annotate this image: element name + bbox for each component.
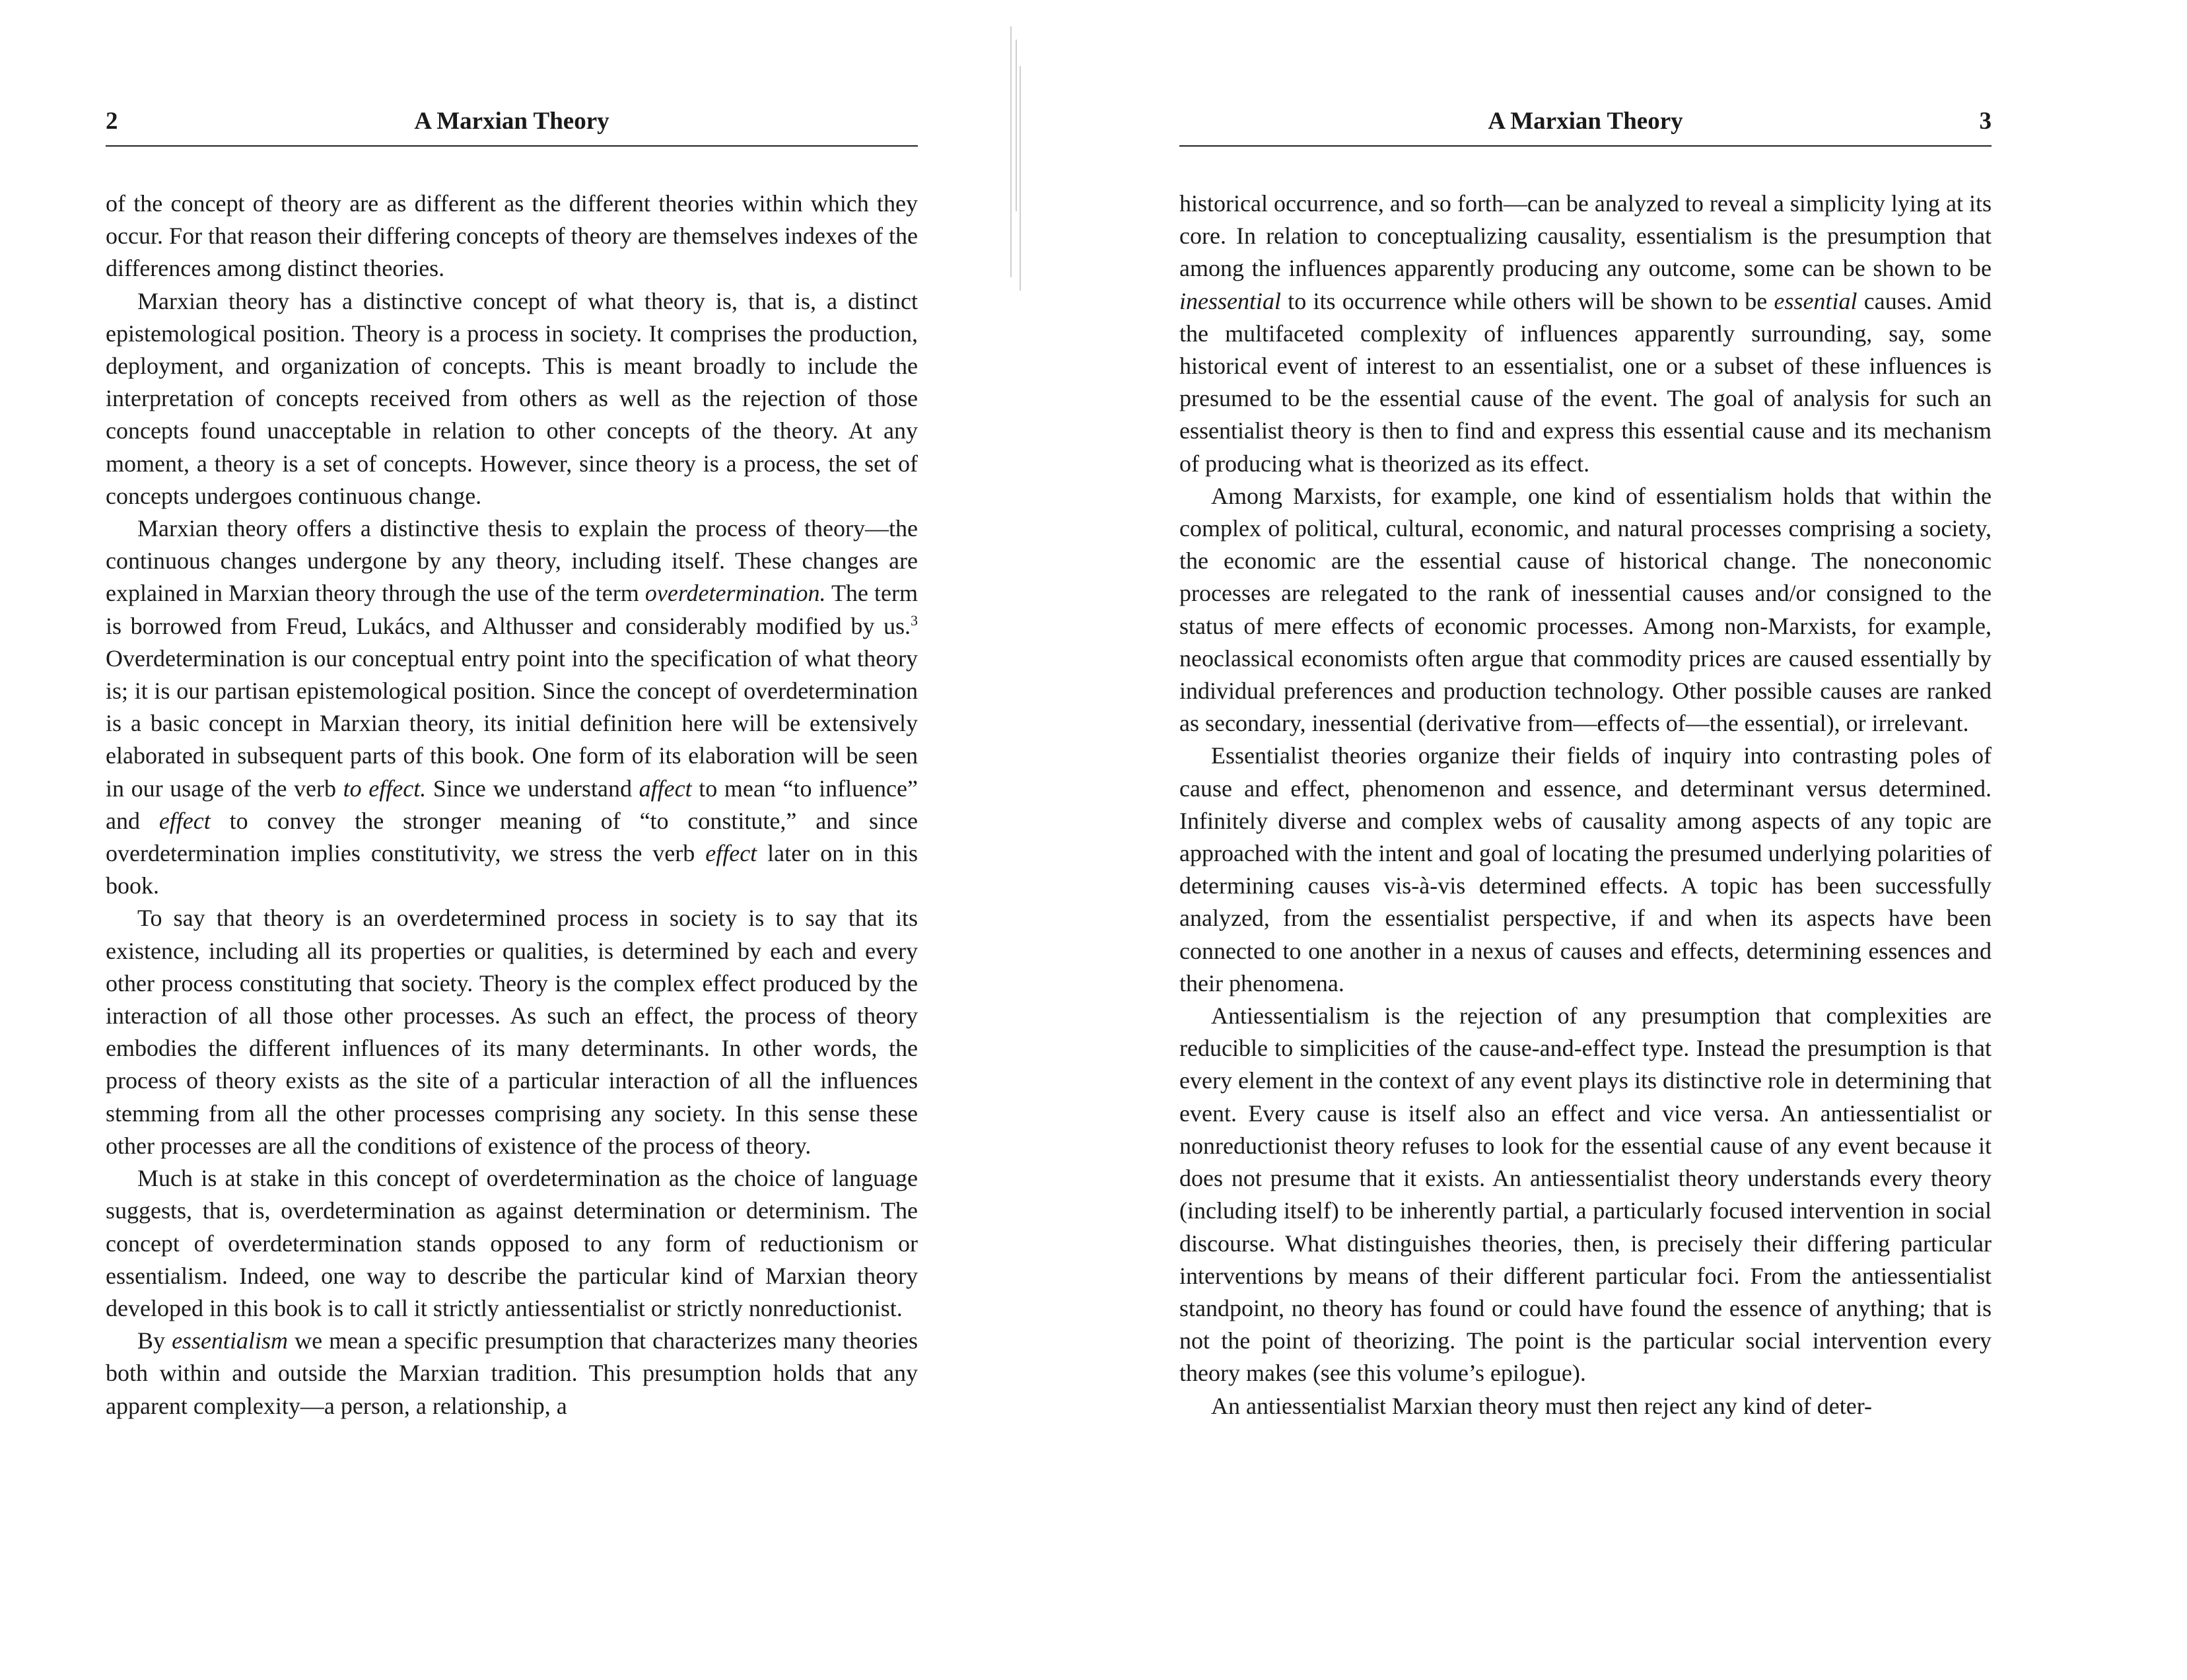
italic-term: affect [639,775,692,802]
right-paragraph-3: Essentialist theories organize their fields of inquiry into contrasting poles of cause and effect, phenomenon and essence, and determinant versus determined. Infinitely diverse and complex webs of causality among aspects of any topic are approached with the intent and goal of locating the presumed underlying polarities of determining causes vis-à-vis determined effects. A topic has been successfully analyzed, from the essentialist perspective, if and when its aspects have been connected to one another in a nexus of causes and effects, determining essences and their phenomena. [1179,742,1992,997]
italic-term: effect [158,807,211,834]
text-run: later on in this book. [106,840,919,899]
text-run: to its occurrence while others will be shown to be [1280,287,1774,314]
text-run: Marxian theory offers a distinctive thesis to explain the process of theory—the continuous changes undergone by any theory, including itself. These changes are explained in Marxian theory through the use of the term [106,515,918,607]
right-paragraph-1 [1179,188,1992,480]
right-page [1179,0,1992,1680]
gutter-mark [1010,26,1012,277]
left-paragraph-2: Marxian theory has a distinctive concept of what theory is, that is, a distinct epistemological position. Theory is a process in society. It comprises the production, deployment, and organization of concepts. This is meant broadly to include the interpretation of concepts received from others as well as the rejection of those concepts found unacceptable in relation to other concepts of the theory. At any moment, a theory is a set of concepts. However, since theory is a process, the set of concepts undergoes continuous change. [106,287,918,509]
left-paragraph-5: Much is at stake in this concept of overdetermination as the choice of language suggests, that is, overdetermination as against determination or determinism. The concept of overdetermination stands opposed to any form of reductionism or essentialism. Indeed, one way to describe the particular kind of Marxian theory developed in this book is to call it strictly antiessentialist or strictly nonreductionist. [106,1165,918,1321]
italic-term: effect [705,840,757,867]
italic-term: to effect. [343,775,427,802]
right-running-head-title: A Marxian Theory [1488,108,1683,135]
right-paragraph-2: Among Marxists, for example, one kind of essentialism holds that within the complex of political, cultural, economic, and natural processes comprising a society, the economic are the essential cause of historical change. The noneconomic processes are relegated to the rank of inessential causes and/or consigned to the status of mere effects of economic processes. Among non-Marxists, for example, neoclassical economists often argue that commodity prices are caused essentially by individual preferences and production technology. Other possible causes are ranked as secondary, inessential (derivative from—effects of—the essential), or irrelevant. [1179,482,1992,737]
text-run: Since we understand [426,775,639,802]
gutter-mark [1016,40,1017,211]
left-page [106,0,918,1680]
italic-term: essentialism [172,1327,289,1354]
text-run: causes. Amid the multifaceted complexity of influences apparently surrounding, say, some historical event of interest to an essentialist, one or a subset of these influences is presumed to be the essential cause of the event. The goal of analysis for such an essentialist theory is then to find and express this essential cause and its mechanism of producing what is theorized as its effect. [1179,287,1992,477]
left-paragraph-4: To say that theory is an overdetermined process in society is to say that its existence, including all its properties or qualities, is determined by each and every other process constituting that society. Theory is the complex effect produced by the interaction of all those other processes. As such an effect, the process of theory embodies the different influences of its many determinants. In other words, the process of theory exists as the site of a particular interaction of all the influences stemming from all the other processes comprising any society. In this sense these other processes are all the conditions of existence of the process of theory. [106,905,918,1159]
italic-term: overdetermination. [644,580,826,607]
right-paragraph-5: An antiessentialist Marxian theory must then reject any kind of deter- [1211,1392,1872,1419]
left-paragraph-6 [106,1325,918,1422]
gutter-mark [1020,66,1021,291]
text-run: The term is borrowed from Freud, Lukács, and Althusser and considerably modified by us. [106,580,918,639]
gutter-scan-marks [1010,26,1030,304]
left-running-head [106,107,918,147]
right-paragraph-4: Antiessentialism is the rejection of any presumption that complexities are reducible to simplicities of the cause-and-effect type. Instead the presumption is that every element in the context of any event plays its distinctive role in determining that event. Every cause is itself also an effect and vice versa. An antiessentialist or nonreductionist theory refuses to look for the essential cause of any event because it does not presume that it exists. An antiessentialist theory understands every theory (including itself) to be inherently partial, a particularly focused intervention in social discourse. What distinguishes theories, then, is precisely their differing particular interventions by means of their different particular foci. From the antiessentialist standpoint, no theory has found or could have found the essence of anything; that is not the point of theorizing. The point is the particular social intervention every theory makes (see this volume’s epilogue). [1179,1002,1992,1387]
text-run: historical occurrence, and so forth—can be analyzed to reveal a simplicity lying at its core. In relation to conceptualizing causality, essentialism is the presumption that among the influences apparently producing any outcome, some can be shown to be [1179,190,1992,282]
left-paragraph-3 [106,512,918,902]
text-run: to mean “to influence” and [106,775,918,834]
left-running-head-title: A Marxian Theory [414,108,609,135]
left-paragraph-1: of the concept of theory are as different as the different theories within which they occur. For that reason their differing concepts of theory are themselves indexes of the differences among distinct theories. [106,190,918,282]
left-body-text [106,188,918,1422]
left-page-number: 2 [106,108,118,135]
text-run: By [137,1327,172,1354]
text-run: to convey the stronger meaning of “to constitute,” and since overdetermination implies constitutivity, we stress the verb [106,807,918,867]
italic-term: essential [1774,287,1857,314]
right-body-text [1179,188,1992,1422]
italic-term: inessential [1179,287,1281,314]
right-page-number: 3 [1979,108,1992,135]
text-run: we mean a specific presumption that characterizes many theories both within and outside the Marxian tradition. This presumption holds that any apparent complexity—a person, a relationship, a [106,1327,918,1419]
text-run: Overdetermination is our conceptual entry point into the specification of what theory is; it is our partisan epistemological position. Since the concept of overdetermination is a basic concept in Marxian theory, its initial definition here will be extensively elaborated in subsequent parts of this book. One form of its elaboration will be seen in our usage of the verb [106,645,918,802]
footnote-marker: 3 [911,612,918,629]
right-running-head [1179,107,1992,147]
